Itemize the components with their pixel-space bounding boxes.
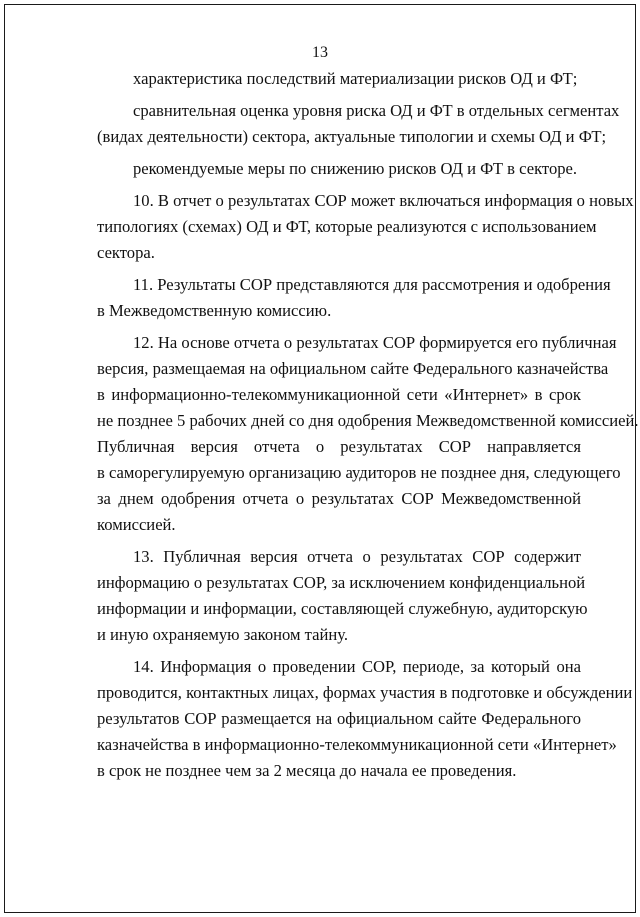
text-line: не позднее 5 рабочих дней со дня одобрения Межведомственной комиссией.: [97, 411, 639, 430]
text-line: в информационно-телекоммуникационной сети «Интернет» в срок: [97, 385, 581, 404]
text-line: 14. Информация о проведении СОР, периоде, за который она: [133, 657, 581, 676]
text-line: информации и информации, составляющей служебную, аудиторскую: [97, 599, 588, 618]
text-line: и иную охраняемую законом тайну.: [97, 625, 349, 644]
text-line: в срок не позднее чем за 2 месяца до начала ее проведения.: [97, 761, 517, 780]
text-line: результатов СОР размещается на официальном сайте Федерального: [97, 709, 581, 728]
text-line: в саморегулируемую организацию аудиторов не позднее дня, следующего: [97, 463, 621, 482]
text-line: 11. Результаты СОР представляются для рассмотрения и одобрения: [133, 275, 611, 294]
text-line: Публичная версия отчета о результатах СОР направляется: [97, 437, 581, 456]
text-line: казначейства в информационно-телекоммуникационной сети «Интернет»: [97, 735, 617, 754]
text-line: рекомендуемые меры по снижению рисков ОД и ФТ в секторе.: [133, 159, 578, 178]
paragraph-item-13: [97, 544, 588, 648]
text-line: комиссией.: [97, 515, 176, 534]
page-number: 13: [312, 44, 328, 61]
text-line: сектора.: [97, 243, 155, 262]
text-line: сравнительная оценка уровня риска ОД и ФТ в отдельных сегментах: [133, 101, 620, 120]
paragraph-item-12: [97, 330, 639, 538]
document-body: [97, 66, 639, 790]
text-line: за днем одобрения отчета о результатах СОР Межведомственной: [97, 489, 581, 508]
text-line: в Межведомственную комиссию.: [97, 301, 332, 320]
text-line: 10. В отчет о результатах СОР может включаться информация о новых: [133, 191, 634, 210]
text-line: 13. Публичная версия отчета о результатах СОР содержит: [133, 547, 581, 566]
paragraph-item-11: [97, 272, 611, 324]
text-line: (видах деятельности) сектора, актуальные типологии и схемы ОД и ФТ;: [97, 127, 607, 146]
paragraph-consequences: [97, 66, 581, 92]
paragraph-item-14: [97, 654, 633, 784]
text-line: проводится, контактных лицах, формах участия в подготовке и обсуждении: [97, 683, 633, 702]
paragraph-item-10: [97, 188, 634, 266]
text-line: версия, размещаемая на официальном сайте Федерального казначейства: [97, 359, 609, 378]
text-line: 12. На основе отчета о результатах СОР формируется его публичная: [133, 333, 617, 352]
text-line: характеристика последствий материализации рисков ОД и ФТ;: [133, 69, 578, 88]
paragraph-risk-assessment: [97, 98, 620, 150]
text-line: типологиях (схемах) ОД и ФТ, которые реализуются с использованием: [97, 217, 597, 236]
paragraph-recommended-measures: [97, 156, 581, 182]
text-line: информацию о результатах СОР, за исключением конфиденциальной: [97, 573, 586, 592]
